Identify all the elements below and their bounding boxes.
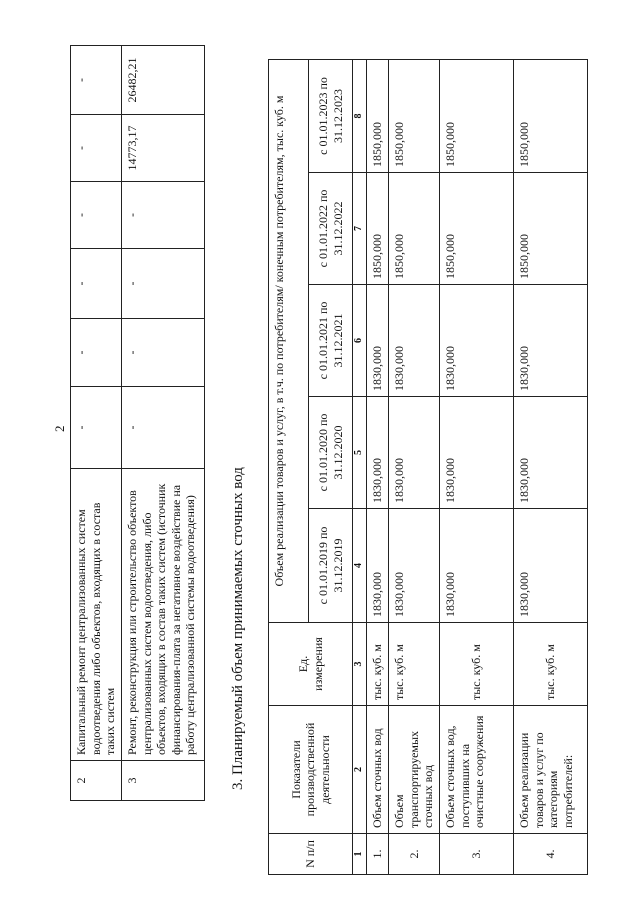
value-cell: -: [71, 319, 122, 387]
value-cell: 1830,000: [439, 397, 513, 509]
value-cell: 1830,000: [513, 397, 587, 509]
value-cell: 1830,000: [367, 285, 389, 397]
value-cell: -: [121, 319, 204, 387]
col-header-unit: Ед. измерения: [269, 623, 353, 706]
column-numbers-row: [353, 59, 367, 874]
table-row: [121, 46, 204, 801]
col-header-volume-group: Объем реализации товаров и услуг, в т.ч. по потребителям/ конечным потребителям, тыс. куб. м: [269, 59, 309, 622]
value-cell: -: [121, 182, 204, 249]
value-cell: 1850,000: [389, 59, 440, 172]
value-cell: 1830,000: [389, 509, 440, 623]
row-number: 4.: [513, 834, 587, 875]
column-number: 7: [353, 173, 367, 285]
column-number: 5: [353, 397, 367, 509]
value-cell: 1850,000: [439, 173, 513, 285]
page-number: 2: [52, 425, 67, 432]
value-cell: -: [71, 387, 122, 469]
column-number: 3: [353, 623, 367, 706]
col-header-period: с 01.01.2023 по 31.12.2023: [309, 59, 353, 172]
value-cell: 1830,000: [389, 397, 440, 509]
column-number: 1: [353, 834, 367, 875]
value-cell: -: [71, 182, 122, 249]
column-number: 6: [353, 285, 367, 397]
row-name: Объем реализации товаров и услуг по категориям потребителей:: [513, 706, 587, 834]
value-cell: 1830,000: [513, 285, 587, 397]
col-header-period: с 01.01.2022 по 31.12.2022: [309, 173, 353, 285]
value-cell: -: [71, 115, 122, 182]
row-number: 1.: [367, 834, 389, 875]
value-cell: 26482,21: [121, 46, 204, 115]
col-header-indicator: Показатели производственной деятельности: [269, 706, 353, 834]
row-name: Объем сточных вод: [367, 706, 389, 834]
table-wastewater-volume: [268, 59, 588, 875]
column-number: 8: [353, 59, 367, 172]
row-name: Объем транспортируемых сточных вод: [389, 706, 440, 834]
value-cell: 1830,000: [513, 509, 587, 623]
table-row: [439, 59, 513, 874]
value-cell: 1830,000: [389, 285, 440, 397]
value-cell: 1850,000: [389, 173, 440, 285]
column-number: 2: [353, 706, 367, 834]
table-row: [389, 59, 440, 874]
row-unit: тыс. куб. м: [439, 623, 513, 706]
row-unit: тыс. куб. м: [389, 623, 440, 706]
value-cell: 1830,000: [439, 509, 513, 623]
row-name: Объем сточных вод, поступивших на очистные сооружения: [439, 706, 513, 834]
col-header-period: с 01.01.2019 по 31.12.2019: [309, 509, 353, 623]
col-header-period: с 01.01.2020 по 31.12.2020: [309, 397, 353, 509]
table-row: [71, 46, 122, 801]
value-cell: -: [71, 249, 122, 319]
section-title: 3. Планируемый объем принимаемых сточных вод: [230, 467, 246, 790]
row-number: 2: [71, 761, 122, 801]
col-header-num: N п/п: [269, 834, 353, 875]
value-cell: -: [71, 46, 122, 115]
row-name: Ремонт, реконструкция или строительство объектов централизованных систем водоотведения, либо объектов, входящих в состав таких систем (источник финансирования-плата за негативное воздействие на работу централизованной системы водоотведения): [121, 469, 204, 761]
column-number: 4: [353, 509, 367, 623]
value-cell: -: [121, 249, 204, 319]
value-cell: 1850,000: [367, 59, 389, 172]
value-cell: 1830,000: [367, 509, 389, 623]
row-number: 2.: [389, 834, 440, 875]
table-capital-repair: [70, 45, 205, 801]
value-cell: -: [121, 387, 204, 469]
value-cell: 1830,000: [439, 285, 513, 397]
value-cell: 1850,000: [367, 173, 389, 285]
value-cell: 1830,000: [367, 397, 389, 509]
row-unit: тыс. куб. м: [513, 623, 587, 706]
value-cell: 14773,17: [121, 115, 204, 182]
row-number: 3: [121, 761, 204, 801]
value-cell: 1850,000: [513, 173, 587, 285]
table-row: [367, 59, 389, 874]
header-row: [269, 59, 309, 874]
col-header-period: с 01.01.2021 по 31.12.2021: [309, 285, 353, 397]
table-row: [513, 59, 587, 874]
row-unit: тыс. куб. м: [367, 623, 389, 706]
row-number: 3.: [439, 834, 513, 875]
value-cell: 1850,000: [439, 59, 513, 172]
row-name: Капитальный ремонт централизованных систем водоотведения либо объектов, входящих в состав таких систем: [71, 469, 122, 761]
value-cell: 1850,000: [513, 59, 587, 172]
